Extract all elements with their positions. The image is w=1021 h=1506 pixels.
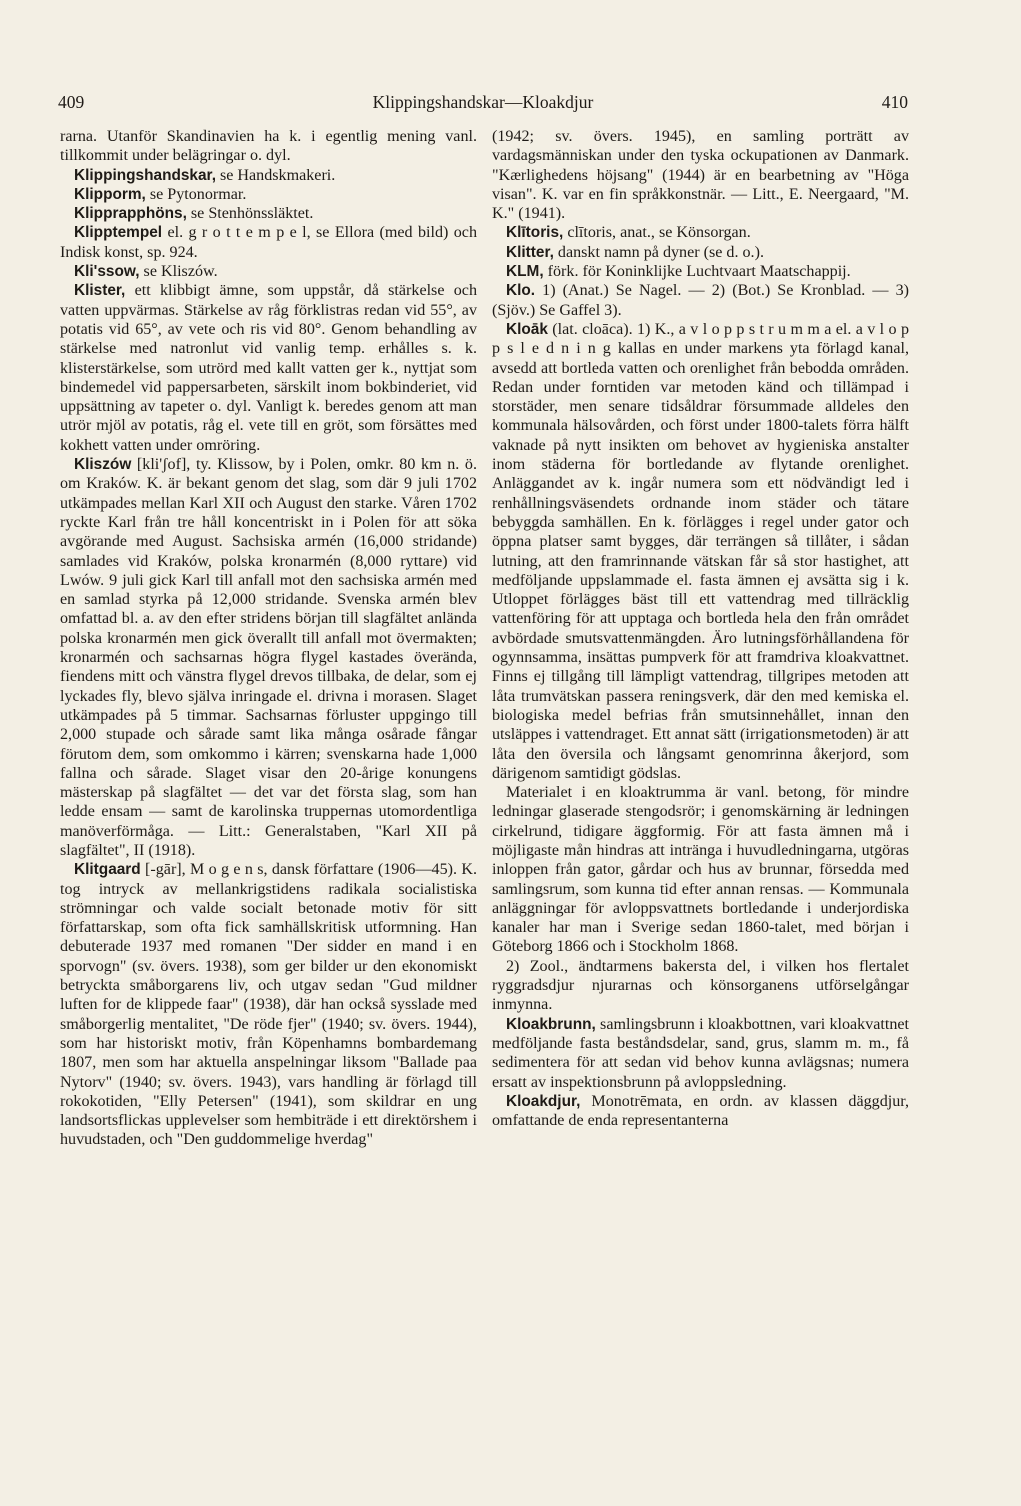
entry-klister: Klister, ett klibbigt ämne, som uppstår, då stärkelse och vatten uppvärmas. Stärkelse av råg förklistras redan vid 55°, av potatis vid 65°, av vete och ris vid 80°. Genom behandling av stärkelse med natronlut vid vanlig temp. erhålles s. k. klisterstärkelse, som utrörd med kallt vatten ger k., nyttjat som bindemedel vid pappersarbeten, särskilt inom bokbinderiet, vid uppsättning av tapeter o. dyl. Vanligt k. beredes genom att man utrör mjöl av potatis, råg el. vete till en gröt, som försättes med kokhett vatten under omröring. xyxy=(60,282,477,454)
entry-klipptempel: Klipptempel el. g r o t t e m p e l, se Ellora (med bild) och Indisk konst, sp. 924. xyxy=(60,224,477,261)
entry-klm: KLM, förk. för Koninklijke Luchtvaart Maatschappij. xyxy=(506,263,851,281)
paragraph-kloak-material: Materialet i en kloaktrumma är vanl. betong, för mindre ledningar glaserade stengodsrör; i genomskärning är ledningen cirkelrund, tidigare äggformig. För att fasta ämnen må i möjligaste mån hindras att intränga i huvudledningarna, utgöras inloppen från gator, gårdar och hus av brunnar, försedda med samlingsrum, som kunna tid efter annan rensas. — Kommunala anläggningar för avloppsvattnets bortledande i underjordiska kanaler har man i Sverige sedan 1860-talet, med början i Göteborg 1866 och i Stockholm 1868. xyxy=(492,784,909,956)
entry-kloakbrunn: Kloakbrunn, samlingsbrunn i kloakbottnen, vari kloakvattnet medföljande fasta beståndsdelar, sand, grus, slamm m. m., få sedimentera för att sedan vid behov kunna avlägsnas; numera ersatt av inspektionsbrunn på avloppsledning. xyxy=(492,1015,909,1091)
entry-klo: Klo. 1) (Anat.) Se Nagel. — 2) (Bot.) Se Kronblad. — 3) (Sjöv.) Se Gaffel 3). xyxy=(492,282,909,319)
entry-klippingshandskar: Klippingshandskar, se Handskmakeri. xyxy=(74,166,336,184)
running-head xyxy=(58,90,908,114)
entry-kliszow: Kliszów [kli'ʃof], ty. Klissow, by i Polen, omkr. 80 km n. ö. om Kraków. K. är bekant genom det slag, som där 9 juli 1702 utkämpades mellan Karl XII och August den starke. Våren 1702 ryckte Karl från tre håll koncentriskt in i Polen för att söka avgörande med August. Sachsiska armén (16,000 stridande) samlades vid Kraków, polska kronarmén (8,000 ryttare) vid Lwów. 9 juli gick Karl till anfall mot den sachsiska armén med en samlad styrka på 12,000 stridande. Svenska armén blev omfattad bl. a. av den efter stridens början till slagfältet anlända polska kronarmén men gick överallt till anfall mot övermakten; kronarmén och sachsarnas högra flygel kastades överända, fiendens mitt och vänstra flygel drevos tillbaka, de delar, som ej lyckades fly, blevo själva inringade el. drivna i morasen. Slaget utkämpades på 5 timmar. Sachsarnas förluster uppgingo till 2,000 stupade och sårade samt lika många osårade fångar förutom dem, som omkommo i kärren; svenskarna hade 1,000 fallna och sårade. Slaget visar den 20-årige konungens mästerskap på slagfältet — det var det första slag, som han ledde ensam — samt de karolinska truppernas utomordentliga manöverförmåga. — Litt.: Generalstaben, "Karl XII på slagfältet", II (1918). xyxy=(60,456,477,859)
entry-klipporm: Klipporm, se Pytonormar. xyxy=(74,185,247,203)
paragraph-kloak-zool: 2) Zool., ändtarmens bakersta del, i vilken hos flertalet ryggradsdjur njurarnas och könsorganens utförselgångar inmynna. xyxy=(492,957,909,1014)
left-column xyxy=(60,127,477,1150)
entry-klitoris: Klītoris, clītoris, anat., se Könsorgan. xyxy=(506,224,751,242)
right-column xyxy=(492,127,909,1130)
entry-kloakdjur: Kloakdjur, Monotrēmata, en ordn. av klassen däggdjur, omfattande de enda representanterna xyxy=(492,1092,909,1130)
entry-continuation: (1942; sv. övers. 1945), en samling porträtt av vardagsmänniskan under den tyska ockupationen av Danmark. "Kærlighedens höjsang" (1944) är en bearbetning av "Höga visan". K. var en fin språkkonstnär. — Litt., E. Neergaard, "M. K." (1941). xyxy=(492,128,909,223)
entry-klipprapphons: Klipprapphöns, se Stenhönssläktet. xyxy=(74,205,314,223)
running-title: Klippingshandskar—Kloakdjur xyxy=(372,92,594,112)
entry-kloak: Kloāk (lat. cloāca). 1) K., a v l o p p s t r u m m a el. a v l o p p s l e d n i n g kallas en under markens yta förlagd kanal, avsedd att bortleda vatten och orenlighet från bebodda områden. Redan under forntiden var metoden känd och tillämpad i storstäder, men senare tidsåldrar försummade alldeles den kommunala hälsovården, och först under 1800-talets förra hälft vaknade på nytt insikten om behovet av hygieniska anstalter inom städerna för bortledande av flytande orenlighet. Anläggandet av k. ingår numera som ett nödvändigt led i renhållningsväsendets ordnande inom städer och tätare bebyggda samhällen. En k. förlägges i regel under gator och öppna platser samt bygges, där terrängen så tillåter, i sådan lutning, att den framrinnande vätskan får så stor hastighet, att medföljande uppslammade el. fasta ämnen ej avsätta sig i k. Utloppet förlägges bäst till ett vattendrag med tillräcklig vattenföring för att upptaga och bortleda hela den från området avbördade smutsvattenmängden. Äro lutningsförhållandena för ogynnsamma, insättas pumpverk för att framdriva kloakvattnet. Finns ej tillgång till lämpligt vattendrag, tillgripes metoden att låta trumvätskan passera reningsverk, där den med kemiska el. biologiska medel befrias från smutsinnehållet, innan den utsläppes i vattendraget. Ett annat sätt (irrigationsmetoden) är att låta den översila och långsamt genomrinna åkerjord, som därigenom samtidigt gödslas. xyxy=(492,320,909,782)
entry-klitgaard: Klitgaard [-gār], M o g e n s, dansk författare (1906—45). K. tog intryck av mellankrigstidens radikala socialistiska strömningar och valde socialt betonade motiv för sitt författarskap, som ofta fick samhällskritisk utformning. Han debuterade 1937 med romanen "Der sidder en mand i en sporvogn" (sv. övers. 1938), som ger bilder ur den ekonomiskt betryckta småborgarens liv, och utgav sedan "Gud mildner luften for de klippede faar" (1938), där han också sysslade med småborgerlig mentalitet, "De röde fjer" (1940; sv. övers. 1944), som har historiskt motiv, från Köpenhamns bombardemang 1807, men som har aktuella anspelningar liksom "Ballade paa Nytorv" (1940; sv. övers. 1943), vars handling är förlagd till rokokotiden, "Elly Petersen" (1941), som skildrar en ung landsortsflickas upplevelser som hembiträde i ett direktörshem i huvudstaden, och "Den guddommelige hverdag" xyxy=(60,861,477,1149)
entry-klissow: Kli'ssow, se Kliszów. xyxy=(74,263,218,281)
entry-continuation: rarna. Utanför Skandinavien ha k. i egentlig mening vanl. tillkommit under belägringar o. dyl. xyxy=(60,128,477,165)
page-number-left: 409 xyxy=(58,92,85,112)
page-number-right: 410 xyxy=(881,92,908,112)
entry-klitter: Klitter, danskt namn på dyner (se d. o.). xyxy=(506,243,764,261)
